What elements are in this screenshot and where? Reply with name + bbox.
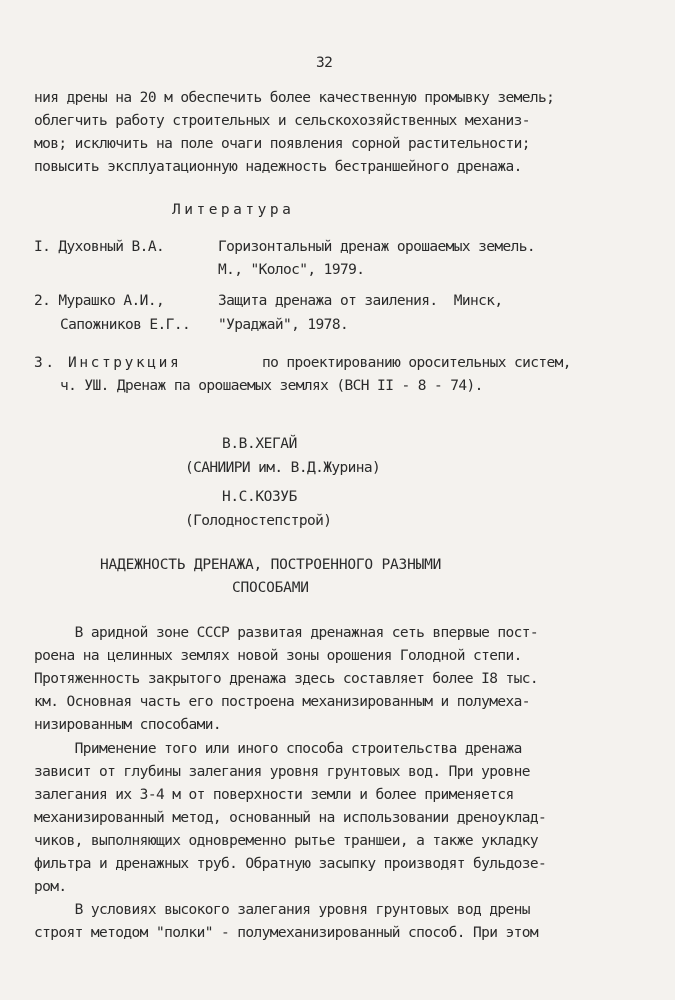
paragraph-2-line-5: чиков, выполняющих одновременно рытье траншеи, а также укладку (34, 833, 539, 849)
paragraph-3-line-1: В условиях высокого залегания уровня грунтовых вод дрены (34, 902, 530, 918)
author-2-affiliation: (Голодностепстрой) (185, 513, 332, 529)
paragraph-1-line-5: низированным способами. (34, 717, 221, 733)
paragraph-1-line-4: км. Основная часть его построена механизированным и полумеха- (34, 694, 530, 710)
author-2-name: Н.С.КОЗУБ (222, 489, 297, 505)
literature-heading: Литература (172, 202, 295, 218)
literature-entry-3-details: ч. УШ. Дренаж па орошаемых землях (ВСН II - 8 - 74). (60, 378, 483, 394)
literature-entry-2-title: Защита дренажа от заиления. Минск, (218, 293, 503, 309)
author-1-name: В.В.ХЕГАЙ (222, 436, 297, 452)
paragraph-2-line-3: залегания их 3-4 м от поверхности земли и более применяется (34, 787, 514, 803)
page-number: 32 (316, 55, 333, 71)
paragraph-2-line-6: фильтра и дренажных труб. Обратную засыпку производят бульдозе- (34, 856, 547, 872)
paragraph-2-line-1: Применение того или иного способа строительства дренажа (34, 741, 522, 757)
paragraph-1-line-1: В аридной зоне СССР развитая дренажная сеть впервые пост- (34, 625, 539, 641)
literature-entry-1-author: I. Духовный В.А. (34, 239, 165, 255)
author-1-affiliation: (САНИИРИ им. В.Д.Журина) (185, 460, 381, 476)
intro-line-3: мов; исключить на поле очаги появления сорной растительности; (34, 136, 530, 152)
literature-entry-3-title: 3. Инструкция (34, 355, 182, 371)
paragraph-1-line-3: Протяженность закрытого дренажа здесь составляет более I8 тыс. (34, 671, 539, 687)
intro-line-2: облегчить работу строительных и сельскохозяйственных механиз- (34, 113, 530, 129)
article-title-line-1: НАДЕЖНОСТЬ ДРЕНАЖА, ПОСТРОЕННОГО РАЗНЫМИ (100, 557, 442, 573)
literature-entry-2-publisher: "Ураджай", 1978. (218, 317, 349, 333)
paragraph-2-line-4: механизированный метод, основанный на использовании дреноуклад- (34, 810, 547, 826)
literature-entry-2-author: 2. Мурашко А.И., (34, 293, 165, 309)
article-title-line-2: СПОСОБАМИ (232, 580, 309, 596)
paragraph-2-line-2: зависит от глубины залегания уровня грунтовых вод. При уровне (34, 764, 530, 780)
intro-line-4: повысить эксплуатационную надежность бестраншейного дренажа. (34, 159, 522, 175)
literature-entry-1-title: Горизонтальный дренаж орошаемых земель. (218, 239, 536, 255)
literature-entry-1-publisher: М., "Колос", 1979. (218, 262, 365, 278)
paragraph-1-line-2: роена на целинных землях новой зоны орошения Голодной степи. (34, 648, 522, 664)
paragraph-2-line-7: ром. (34, 879, 67, 895)
literature-entry-3-title-rest: по проектированию оросительных систем, (262, 355, 571, 371)
intro-line-1: ния дрены на 20 м обеспечить более качественную промывку земель; (34, 90, 555, 106)
paragraph-3-line-2: строят методом "полки" - полумеханизированный способ. При этом (34, 925, 539, 941)
literature-entry-2-coauthor: Сапожников Е.Г.. (60, 317, 191, 333)
